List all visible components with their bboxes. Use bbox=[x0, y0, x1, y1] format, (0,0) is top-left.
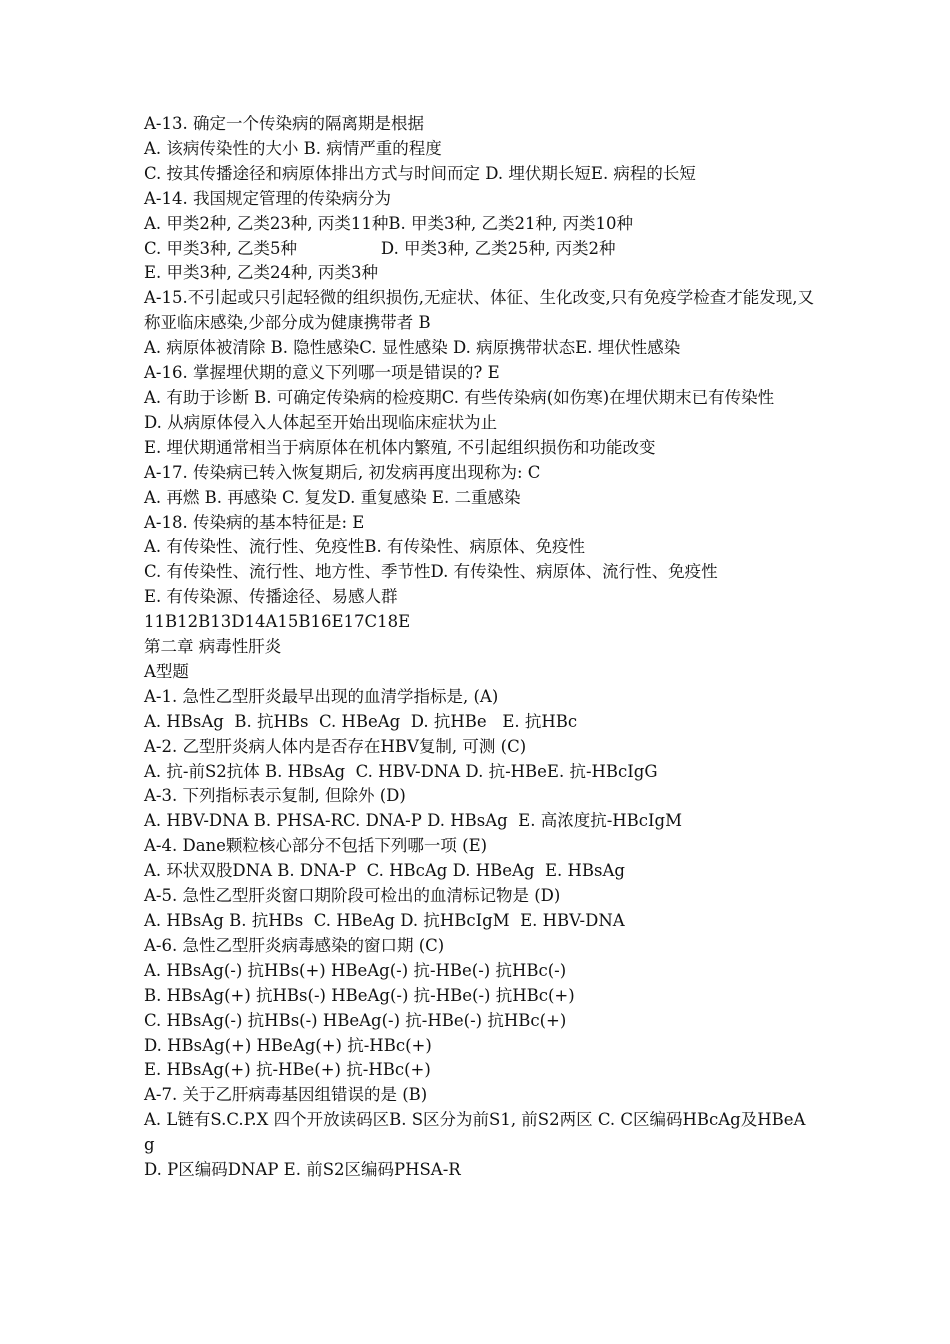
section-heading: A型题 bbox=[144, 661, 189, 681]
question-a4: A-4. Dane颗粒核心部分不包括下列哪一项 (E) bbox=[144, 836, 488, 856]
option-line: A. 抗-前S2抗体 B. HBsAg C. HBV-DNA D. 抗-HBeE. 抗-HBcIgG bbox=[144, 761, 658, 781]
option-line: E. 甲类3种, 乙类24种, 丙类3种 bbox=[144, 263, 379, 283]
question-a7: A-7. 关于乙肝病毒基因组错误的是 (B) bbox=[144, 1085, 428, 1105]
option-line: E. 埋伏期通常相当于病原体在机体内繁殖, 不引起组织损伤和功能改变 bbox=[144, 437, 656, 457]
option-line: B. HBsAg(+) 抗HBs(-) HBeAg(-) 抗-HBe(-) 抗HBc(+) bbox=[144, 985, 575, 1005]
option-line: A. 再燃 B. 再感染 C. 复发D. 重复感染 E. 二重感染 bbox=[144, 487, 521, 507]
option-line: A. HBsAg B. 抗HBs C. HBeAg D. 抗HBcIgM E. HBV-DNA bbox=[144, 911, 625, 930]
option-line: A. 有助于诊断 B. 可确定传染病的检疫期C. 有些传染病(如伤寒)在埋伏期末已有传染性 bbox=[144, 387, 775, 407]
option-line: E. HBsAg(+) 抗-HBe(+) 抗-HBc(+) bbox=[144, 1060, 431, 1080]
question-a18: A-18. 传染病的基本特征是: E bbox=[144, 512, 365, 532]
option-line: C. HBsAg(-) 抗HBs(-) HBeAg(-) 抗-HBe(-) 抗HBc(+) bbox=[144, 1010, 567, 1030]
option-line: A. 病原体被清除 B. 隐性感染C. 显性感染 D. 病原携带状态E. 埋伏性感染 bbox=[144, 338, 681, 358]
option-line: E. 有传染源、传播途径、易感人群 bbox=[144, 587, 398, 607]
option-line: D. 从病原体侵入人体起至开始出现临床症状为止 bbox=[144, 412, 498, 432]
option-line: D. HBsAg(+) HBeAg(+) 抗-HBc(+) bbox=[144, 1035, 432, 1055]
question-a1: A-1. 急性乙型肝炎最早出现的血清学指标是, (A) bbox=[144, 686, 499, 706]
question-a2: A-2. 乙型肝炎病人体内是否存在HBV复制, 可测 (C) bbox=[144, 736, 527, 756]
answer-key: 11B12B13D14A15B16E17C18E bbox=[144, 612, 411, 632]
option-line: C. 有传染性、流行性、地方性、季节性D. 有传染性、病原体、流行性、免疫性 bbox=[144, 562, 718, 582]
question-a14: A-14. 我国规定管理的传染病分为 bbox=[144, 188, 391, 208]
option-line: A. HBV-DNA B. PHSA-RC. DNA-P D. HBsAg E. 高浓度抗-HBcIgM bbox=[144, 811, 682, 831]
option-line: A. 甲类2种, 乙类23种, 丙类11种B. 甲类3种, 乙类21种, 丙类10种 bbox=[144, 213, 633, 233]
option-line: C. 按其传播途径和病原体排出方式与时间而定 D. 埋伏期长短E. 病程的长短 bbox=[144, 163, 696, 183]
option-line: A. 环状双股DNA B. DNA-P C. HBcAg D. HBeAg E. HBsAg bbox=[144, 861, 625, 881]
question-a6: A-6. 急性乙型肝炎病毒感染的窗口期 (C) bbox=[144, 935, 445, 955]
question-a16: A-16. 掌握埋伏期的意义下列哪一项是错误的? E bbox=[144, 363, 500, 383]
option-line: A. HBsAg(-) 抗HBs(+) HBeAg(-) 抗-HBe(-) 抗HBc(-) bbox=[144, 960, 567, 980]
question-a5: A-5. 急性乙型肝炎窗口期阶段可检出的血清标记物是 (D) bbox=[144, 886, 561, 906]
option-line: C. 甲类3种, 乙类5种 D. 甲类3种, 乙类25种, 丙类2种 bbox=[144, 238, 616, 258]
question-a13: A-13. 确定一个传染病的隔离期是根据 bbox=[144, 114, 424, 133]
option-line: A. L链有S.C.P.X 四个开放读码区B. S区分为前S1, 前S2两区 C. C区编码HBcAg及HBeAg bbox=[144, 1110, 806, 1155]
option-line: A. HBsAg B. 抗HBs C. HBeAg D. 抗HBe E. 抗HBc bbox=[144, 711, 578, 731]
question-a15: A-15.不引起或只引起轻微的组织损伤,无症状、体征、生化改变,只有免疫学检查才能发现,又称亚临床感染,少部分成为健康携带者 B bbox=[144, 288, 814, 333]
chapter-heading: 第二章 病毒性肝炎 bbox=[144, 637, 282, 657]
option-line: A. 该病传染性的大小 B. 病情严重的程度 bbox=[144, 138, 442, 158]
option-line: A. 有传染性、流行性、免疫性B. 有传染性、病原体、免疫性 bbox=[144, 537, 586, 557]
option-line: D. P区编码DNAP E. 前S2区编码PHSA-R bbox=[144, 1160, 461, 1180]
question-a17: A-17. 传染病已转入恢复期后, 初发病再度出现称为: C bbox=[144, 462, 541, 482]
question-a3: A-3. 下列指标表示复制, 但除外 (D) bbox=[144, 786, 406, 806]
document-body bbox=[144, 112, 814, 1183]
